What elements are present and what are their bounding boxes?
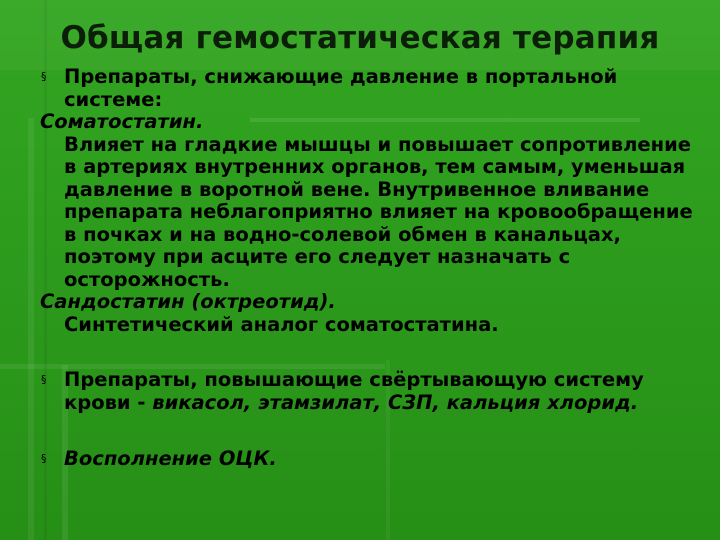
text-line: Влияет на гладкие мышцы и повышает сопротивление (64, 132, 691, 156)
bullet-item-coagulation (40, 369, 718, 414)
drug-list: викасол, этамзилат, СЗП, кальция хлорид. (152, 390, 639, 414)
text-line: препарата неблагоприятно влияет на кровообращение (64, 200, 693, 223)
text-line (64, 392, 718, 415)
drug-description-somatostatin (40, 134, 718, 292)
text-line: давление в воротной вене. Внутривенное вливание (64, 177, 650, 201)
drug-name-somatostatin: Соматостатин. (40, 110, 204, 133)
text-line: Препараты, повышающие свёртывающую систему (64, 368, 644, 391)
drug-description-sandostatin: Синтетический аналог соматостатина. (64, 312, 499, 336)
bullet-item-portal-pressure (40, 66, 718, 111)
section-sign-icon: § (41, 373, 47, 386)
bullet-item-volume-replacement (40, 448, 718, 471)
text-line: осторожность. (64, 267, 230, 291)
text-line: Восполнение ОЦК. (64, 447, 277, 470)
decor-stripe (28, 118, 34, 540)
text-line: Препараты, снижающие давление в портальной (64, 66, 618, 88)
slide-content (40, 66, 718, 471)
drug-name-sandostatin: Сандостатин (октреотид). (40, 290, 336, 313)
section-sign-icon: § (41, 70, 47, 83)
text-line: поэтому при асците его следует назначать с (64, 245, 571, 268)
text-line: в артериях внутренних органов, тем самым, уменьшая (64, 155, 686, 178)
text-fragment: крови - (64, 390, 153, 414)
section-sign-icon: § (41, 452, 47, 465)
text-line: в почках и на водно-солевой обмен в канальцах, (64, 222, 621, 246)
text-line: системе: (64, 87, 163, 111)
slide-title: Общая гемостатическая терапия (60, 20, 660, 56)
